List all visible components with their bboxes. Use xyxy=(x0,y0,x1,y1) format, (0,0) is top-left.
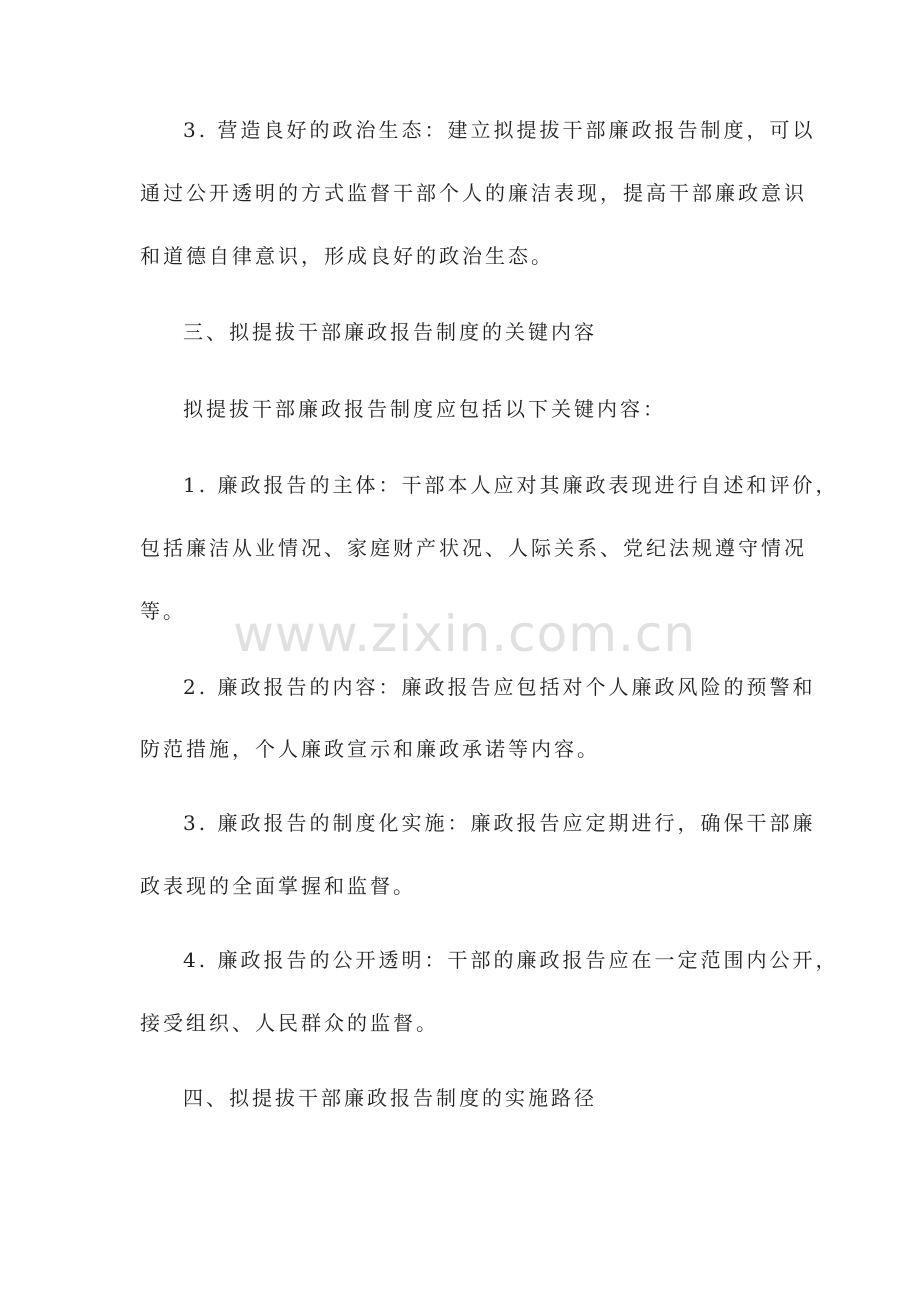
paragraph-line: 3. 廉政报告的制度化实施：廉政报告应定期进行，确保干部廉 xyxy=(183,811,816,835)
paragraph-line: 和道德自律意识，形成良好的政治生态。 xyxy=(140,244,554,268)
paragraph-line: 通过公开透明的方式监督干部个人的廉洁表现，提高干部廉政意识 xyxy=(140,181,807,205)
paragraph-line: 接受组织、人民群众的监督。 xyxy=(140,1011,439,1035)
paragraph-line: 1. 廉政报告的主体：干部本人应对其廉政表现进行自述和评价， xyxy=(183,473,839,497)
paragraph-line: 4. 廉政报告的公开透明：干部的廉政报告应在一定范围内公开， xyxy=(183,948,839,972)
paragraph-line: 防范措施，个人廉政宣示和廉政承诺等内容。 xyxy=(140,737,600,761)
paragraph-line: 包括廉洁从业情况、家庭财产状况、人际关系、党纪法规遵守情况 xyxy=(140,536,807,560)
paragraph-line: 政表现的全面掌握和监督。 xyxy=(140,874,416,898)
paragraph-line: 3. 营造良好的政治生态：建立拟提拔干部廉政报告制度，可以 xyxy=(183,118,816,142)
paragraph-line: 等。 xyxy=(140,599,186,623)
section-heading: 四、拟提拔干部廉政报告制度的实施路径 xyxy=(183,1086,597,1110)
paragraph-line: 2. 廉政报告的内容：廉政报告应包括对个人廉政风险的预警和 xyxy=(183,675,816,699)
section-heading: 三、拟提拔干部廉政报告制度的关键内容 xyxy=(183,320,597,344)
paragraph-line: 拟提拔干部廉政报告制度应包括以下关键内容： xyxy=(183,397,666,421)
watermark-text: www.zixin.com.cn xyxy=(233,605,697,663)
